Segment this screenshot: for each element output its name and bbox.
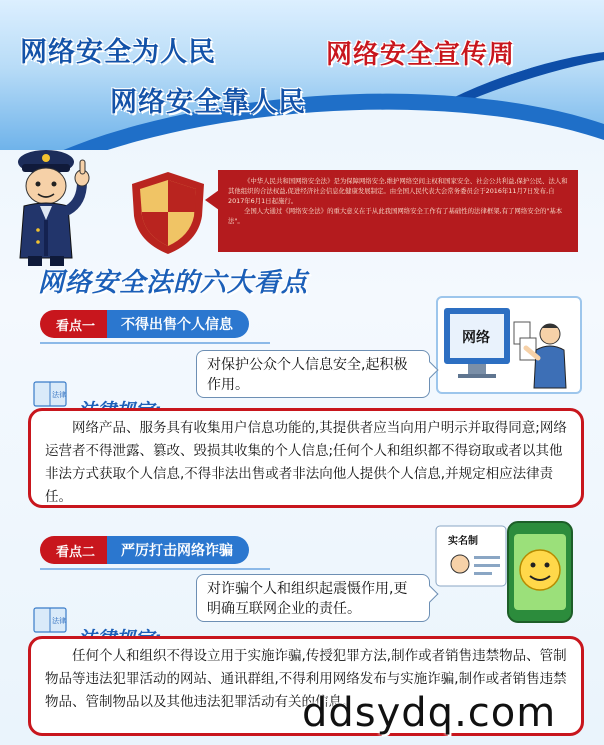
section-title: 网络安全法的六大看点 bbox=[38, 268, 309, 298]
point-1-law-box bbox=[28, 408, 584, 508]
point-2-tag: 看点二 bbox=[40, 536, 107, 564]
point-2-underline bbox=[40, 568, 270, 570]
point-1-title: 不得出售个人信息 bbox=[107, 310, 249, 338]
point-2-pill bbox=[40, 536, 249, 564]
point-1-illustration bbox=[436, 296, 582, 394]
point-2-law-text: 任何个人和组织不得设立用于实施诈骗,传授犯罪方法,制作或者销售违禁物品、管制物品等违法犯罪活动的网站、通讯群组,不得利用网络发布与实施诈骗,制作或者销售违禁物品、管制物品以及其他违法犯罪活动有关的信息。 bbox=[45, 648, 567, 710]
svg-text:实名制: 实名制 bbox=[448, 536, 478, 547]
shield-icon bbox=[128, 170, 208, 256]
intro-pointer bbox=[205, 190, 219, 210]
point-1-underline bbox=[40, 342, 270, 344]
svg-text:法律: 法律 bbox=[52, 617, 66, 625]
intro-paragraph-1: 《中华人民共和国网络安全法》是为保障网络安全,维护网络空间主权和国家安全、社会公共利益,保护公民、法人和其他组织的合法权益,促进经济社会信息化健康发展制定。由全国人民代表大会常务委员会于2016年11月7日发布,自2017年6月1日起施行。 bbox=[228, 177, 568, 205]
point-2-illustration bbox=[434, 520, 584, 624]
point-2-title: 严厉打击网络诈骗 bbox=[107, 536, 249, 564]
intro-paragraph-2: 全国人大通过《网络安全法》的重大意义在于从此我国网络安全工作有了基础性的法律框架,有了网络安全的"基本法"。 bbox=[228, 207, 563, 225]
police-cartoon-icon bbox=[6, 140, 98, 268]
week-title: 网络安全宣传周 bbox=[326, 40, 516, 70]
watermark: ddsydq.com bbox=[302, 690, 557, 736]
computer-person-icon bbox=[438, 298, 580, 392]
point-1-pill bbox=[40, 310, 249, 338]
point-1-law-text: 网络产品、服务具有收集用户信息功能的,其提供者应当向用户明示并取得同意;网络运营者不得泄露、篡改、毁损其收集的个人信息;任何个人和组织都不得窃取或者以其他非法方式获取个人信息,不得非法出售或者非法向他人提供个人信息,并规定相应法律责任。 bbox=[45, 420, 567, 505]
slogan-line-1: 网络安全为人民 bbox=[20, 37, 216, 68]
law-book-icon bbox=[32, 604, 68, 634]
svg-text:法律: 法律 bbox=[52, 391, 66, 399]
svg-text:网络: 网络 bbox=[462, 330, 490, 346]
law-book-icon bbox=[32, 378, 68, 408]
point-1-speech: 对保护公众个人信息安全,起积极作用。 bbox=[196, 350, 430, 398]
point-2-speech: 对诈骗个人和组织起震慑作用,更明确互联网企业的责任。 bbox=[196, 574, 430, 622]
point-1-tag: 看点一 bbox=[40, 310, 107, 338]
phone-smiley-icon bbox=[434, 520, 584, 624]
intro-box bbox=[218, 170, 578, 252]
header-banner bbox=[0, 0, 604, 150]
slogan-line-2: 网络安全靠人民 bbox=[110, 87, 306, 118]
